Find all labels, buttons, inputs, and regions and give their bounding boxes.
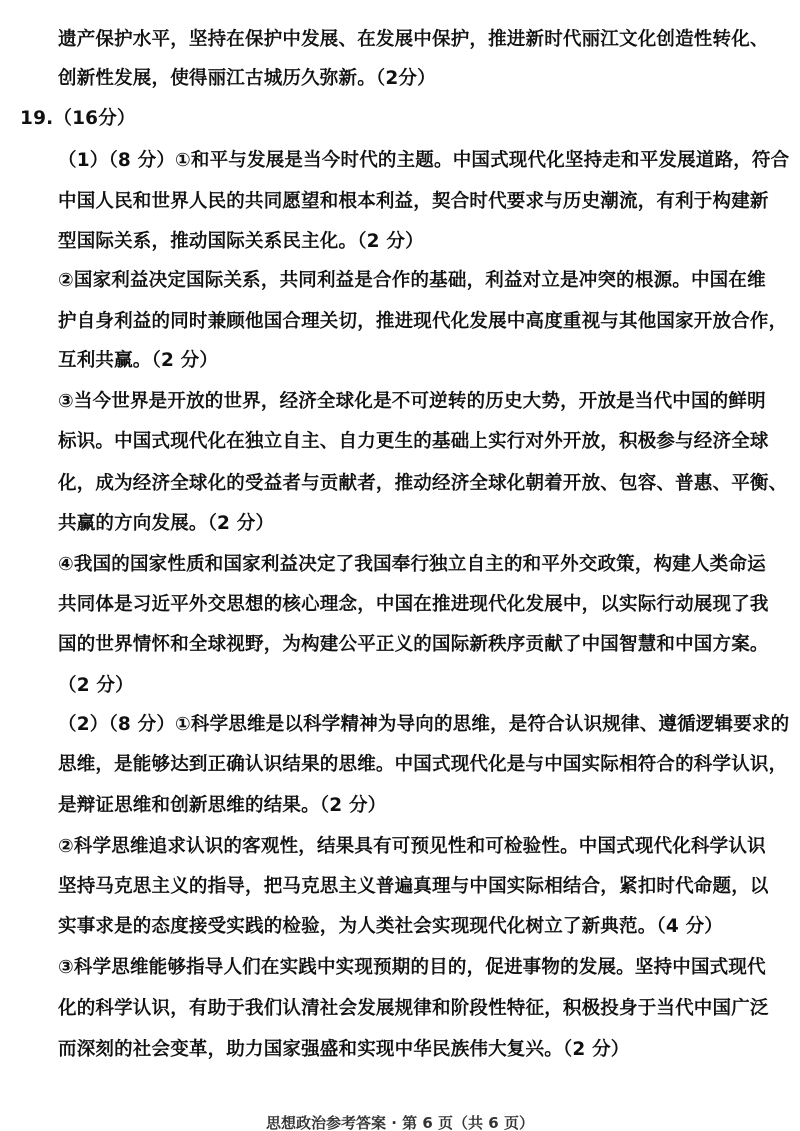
text-line: 坚持马克思主义的指导，把马克思主义普遍真理与中国实际相结合，紧扣时代命题，以: [58, 876, 769, 897]
text-line: 化，成为经济全球化的受益者与贡献者，推动经济全球化朝着开放、包容、普惠、平衡、: [58, 473, 788, 494]
question-number: 19.（16分）: [20, 108, 136, 129]
text-line: 化的科学认识，有助于我们认清社会发展规律和阶段性特征，积极投身于当代中国广泛: [58, 998, 769, 1019]
text-line: 互利共赢。（2 分）: [58, 350, 219, 371]
text-line: 实事求是的态度接受实践的检验，为人类社会实现现代化树立了新典范。（4 分）: [58, 916, 723, 937]
text-line: ③科学思维能够指导人们在实践中实现预期的目的，促进事物的发展。坚持中国式现代: [58, 957, 766, 978]
text-line: 标识。中国式现代化在独立自主、自力更生的基础上实行对外开放，积极参与经济全球: [58, 431, 769, 452]
text-line: 中国人民和世界人民的共同愿望和根本利益，契合时代要求与历史潮流，有利于构建新: [58, 191, 769, 212]
text-line: 遗产保护水平，坚持在保护中发展、在发展中保护，推进新时代丽江文化创造性转化、: [58, 29, 769, 50]
text-line: 型国际关系，推动国际关系民主化。（2 分）: [58, 231, 424, 252]
text-line: （2 分）: [58, 675, 134, 696]
text-line: 共同体是习近平外交思想的核心理念，中国在推进现代化发展中，以实际行动展现了我: [58, 594, 769, 615]
text-line: ③当今世界是开放的世界，经济全球化是不可逆转的历史大势，开放是当代中国的鲜明: [58, 391, 766, 412]
text-line: 国的世界情怀和全球视野，为构建公平正义的国际新秩序贡献了中国智慧和中国方案。: [58, 634, 769, 655]
text-line: ②国家利益决定国际关系，共同利益是合作的基础，利益对立是冲突的根源。中国在维: [58, 270, 766, 291]
text-line: （1）（8 分）①和平与发展是当今时代的主题。中国式现代化坚持走和平发展道路，符合: [58, 150, 790, 171]
text-line: ②科学思维追求认识的客观性，结果具有可预见性和可检验性。中国式现代化科学认识: [58, 836, 766, 857]
text-line: 思维，是能够达到正确认识结果的思维。中国式现代化是与中国实际相符合的科学认识，: [58, 754, 788, 775]
text-line: （2）（8 分）①科学思维是以科学精神为导向的思维，是符合认识规律、遵循逻辑要求的: [58, 714, 790, 735]
page-footer: 思想政治参考答案 · 第 6 页（共 6 页）: [266, 1114, 534, 1131]
text-line: 共赢的方向发展。（2 分）: [58, 513, 275, 534]
text-line: 是辩证思维和创新思维的结果。（2 分）: [58, 795, 387, 816]
text-line: ④我国的国家性质和国家利益决定了我国奉行独立自主的和平外交政策，构建人类命运: [58, 554, 766, 575]
text-line: 而深刻的社会变革，助力国家强盛和实现中华民族伟大复兴。（2 分）: [58, 1039, 630, 1060]
text-line: 创新性发展，使得丽江古城历久弥新。（2分）: [58, 68, 436, 89]
text-line: 护自身利益的同时兼顾他国合理关切，推进现代化发展中高度重视与其他国家开放合作，: [58, 311, 788, 332]
